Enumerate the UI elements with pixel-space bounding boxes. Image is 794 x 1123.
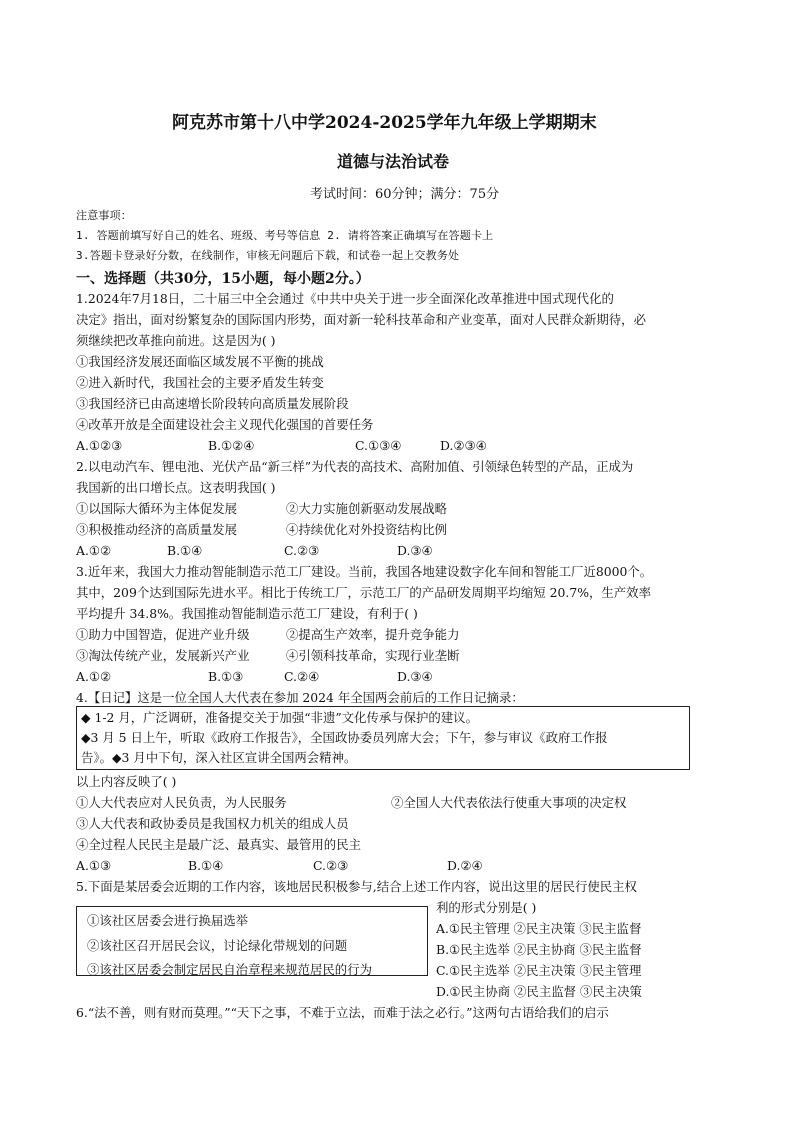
q4-diary-line-2: ◆3 月 5 日上午，听取《政府工作报告》，全国政协委员列席大会；下午，参与审议《政府工作报 — [81, 730, 608, 745]
q4-option-c: C.②③ — [313, 858, 349, 873]
q5-option-b: B.①民主选举 ②民主协商 ③民主监督 — [436, 942, 642, 957]
q2-statement-4: ④持续优化对外投资结构比例 — [286, 522, 448, 537]
q1-stem-3: 须继续把改革推向前进。这是因为( ) — [76, 333, 276, 348]
q3-stem-2: 其中，209个达到国际先进水平。相比于传统工厂，示范工厂的产品研发周期平均缩短 20.7%，生产效率 — [76, 585, 651, 600]
q5-work-line-3: ③该社区居委会制定居民自治章程来规范居民的行为 — [87, 962, 372, 976]
q1-stem-2: 决定》指出，面对纷繁复杂的国际国内形势，面对新一轮科技革命和产业变革，面对人民群众新期待，必 — [76, 312, 646, 327]
q5-stem-1: 5.下面是某居委会近期的工作内容，该地居民积极参与,结合上述工作内容，说出这里的居民行使民主权 — [76, 879, 637, 894]
q1-option-b: B.①②④ — [208, 438, 255, 453]
q1-statement-1: ①我国经济发展还面临区域发展不平衡的挑战 — [76, 354, 324, 369]
q4-option-b: B.①④ — [188, 858, 224, 873]
q2-option-b: B.①④ — [167, 543, 203, 558]
q3-option-d: D.③④ — [397, 669, 433, 684]
q1-option-a: A.①②③ — [76, 438, 123, 453]
q5-work-line-2: ②该社区召开居民会议，讨论绿化带规划的问题 — [87, 938, 348, 953]
q4-statement-2: ②全国人大代表依法行使重大事项的决定权 — [391, 795, 627, 810]
q4-statement-3: ③人大代表和政协委员是我国权力机关的组成人员 — [76, 816, 349, 831]
q2-statement-2: ②大力实施创新驱动发展战略 — [286, 501, 448, 516]
q6-stem-1: 6.“法不善，则有财而莫理。”“天下之事，不难于立法，而难于法之必行。”这两句古语给我们的启示 — [76, 1005, 609, 1020]
q2-stem-1: 2.以电动汽车、锂电池、光伏产品“新三样”为代表的高技术、高附加值、引领绿色转型的产品，正成为 — [76, 459, 634, 474]
q5-option-c: C.①民主选举 ②民主决策 ③民主管理 — [436, 963, 642, 978]
q5-stem-2: 利的形式分别是( ) — [436, 900, 537, 915]
q4-option-d: D.②④ — [447, 858, 483, 873]
q3-option-b: B.①③ — [208, 669, 244, 684]
q1-statement-4: ④改革开放是全面建设社会主义现代化强国的首要任务 — [76, 417, 374, 432]
q3-statement-2: ②提高生产效率，提升竞争能力 — [286, 627, 460, 642]
q1-stem-1: 1.2024年7月18日，二十届三中全会通过《中共中央关于进一步全面深化改革推进中国式现代化的 — [76, 291, 614, 306]
q2-option-d: D.③④ — [397, 543, 433, 558]
q2-statement-1: ①以国际大循环为主体促发展 — [76, 501, 238, 516]
notes-line-2: 3.答题卡登录好分数，在线制作，审核无问题后下载，和试卷一起上交教务处 — [76, 249, 460, 262]
exam-title: 阿克苏市第十八中学2024-2025学年九年级上学期期末 — [172, 113, 597, 133]
q4-ask: 以上内容反映了( ) — [76, 774, 177, 789]
q4-diary-line-3: 告》。◆3 月中下旬，深入社区宣讲全国两会精神。 — [81, 750, 357, 765]
q1-option-d: D.②③④ — [440, 438, 487, 453]
q5-option-d: D.①民主协商 ②民主监督 ③民主决策 — [436, 984, 642, 999]
q3-statement-4: ④引领科技革命，实现行业垄断 — [286, 648, 460, 663]
q4-option-a: A.①③ — [76, 858, 112, 873]
q5-work-box — [76, 906, 428, 976]
exam-subtitle: 道德与法治试卷 — [337, 152, 450, 171]
q2-option-c: C.②③ — [284, 543, 320, 558]
q4-diary-box — [76, 706, 690, 770]
q1-statement-3: ③我国经济已由高速增长阶段转向高质量发展阶段 — [76, 396, 349, 411]
q4-diary-line-1: ◆ 1-2 月，广泛调研，准备提交关于加强“非遗”文化传承与保护的建议。 — [81, 710, 478, 725]
q1-option-c: C.①③④ — [355, 438, 402, 453]
q2-stem-2: 我国新的出口增长点。这表明我国( ) — [76, 480, 276, 495]
q2-option-a: A.①② — [76, 543, 112, 558]
notes-label: 注意事项： — [76, 209, 132, 222]
q5-work-line-1: ①该社区居委会进行换届选举 — [87, 913, 249, 928]
q3-option-a: A.①② — [76, 669, 112, 684]
q5-option-a: A.①民主管理 ②民主决策 ③民主监督 — [436, 921, 642, 936]
q4-statement-1: ①人大代表应对人民负责，为人民服务 — [76, 795, 287, 810]
q3-option-c: C.②④ — [284, 669, 320, 684]
q3-statement-3: ③淘汰传统产业，发展新兴产业 — [76, 648, 250, 663]
exam-info: 考试时间：60分钟；满分：75分 — [310, 187, 500, 202]
q4-statement-4: ④全过程人民民主是最广泛、最真实、最管用的民主 — [76, 837, 361, 852]
q1-statement-2: ②进入新时代，我国社会的主要矛盾发生转变 — [76, 375, 324, 390]
q3-stem-3: 平均提升 34.8%。我国推动智能制造示范工厂建设，有利于( ) — [76, 606, 418, 621]
section-heading: 一、选择题（共30分，15小题，每小题2分。） — [76, 271, 370, 287]
notes-line-1: 1. 答题前填写好自己的姓名、班级、考号等信息 2. 请将答案正确填写在答题卡上 — [76, 229, 494, 242]
q3-stem-1: 3.近年来，我国大力推动智能制造示范工厂建设。当前，我国各地建设数字化车间和智能工厂近8000个。 — [76, 564, 653, 579]
q2-statement-3: ③积极推动经济的高质量发展 — [76, 522, 238, 537]
q4-stem: 4.【日记】这是一位全国人大代表在参加 2024 年全国两会前后的工作日记摘录： — [76, 690, 524, 705]
q3-statement-1: ①助力中国智造，促进产业升级 — [76, 627, 250, 642]
